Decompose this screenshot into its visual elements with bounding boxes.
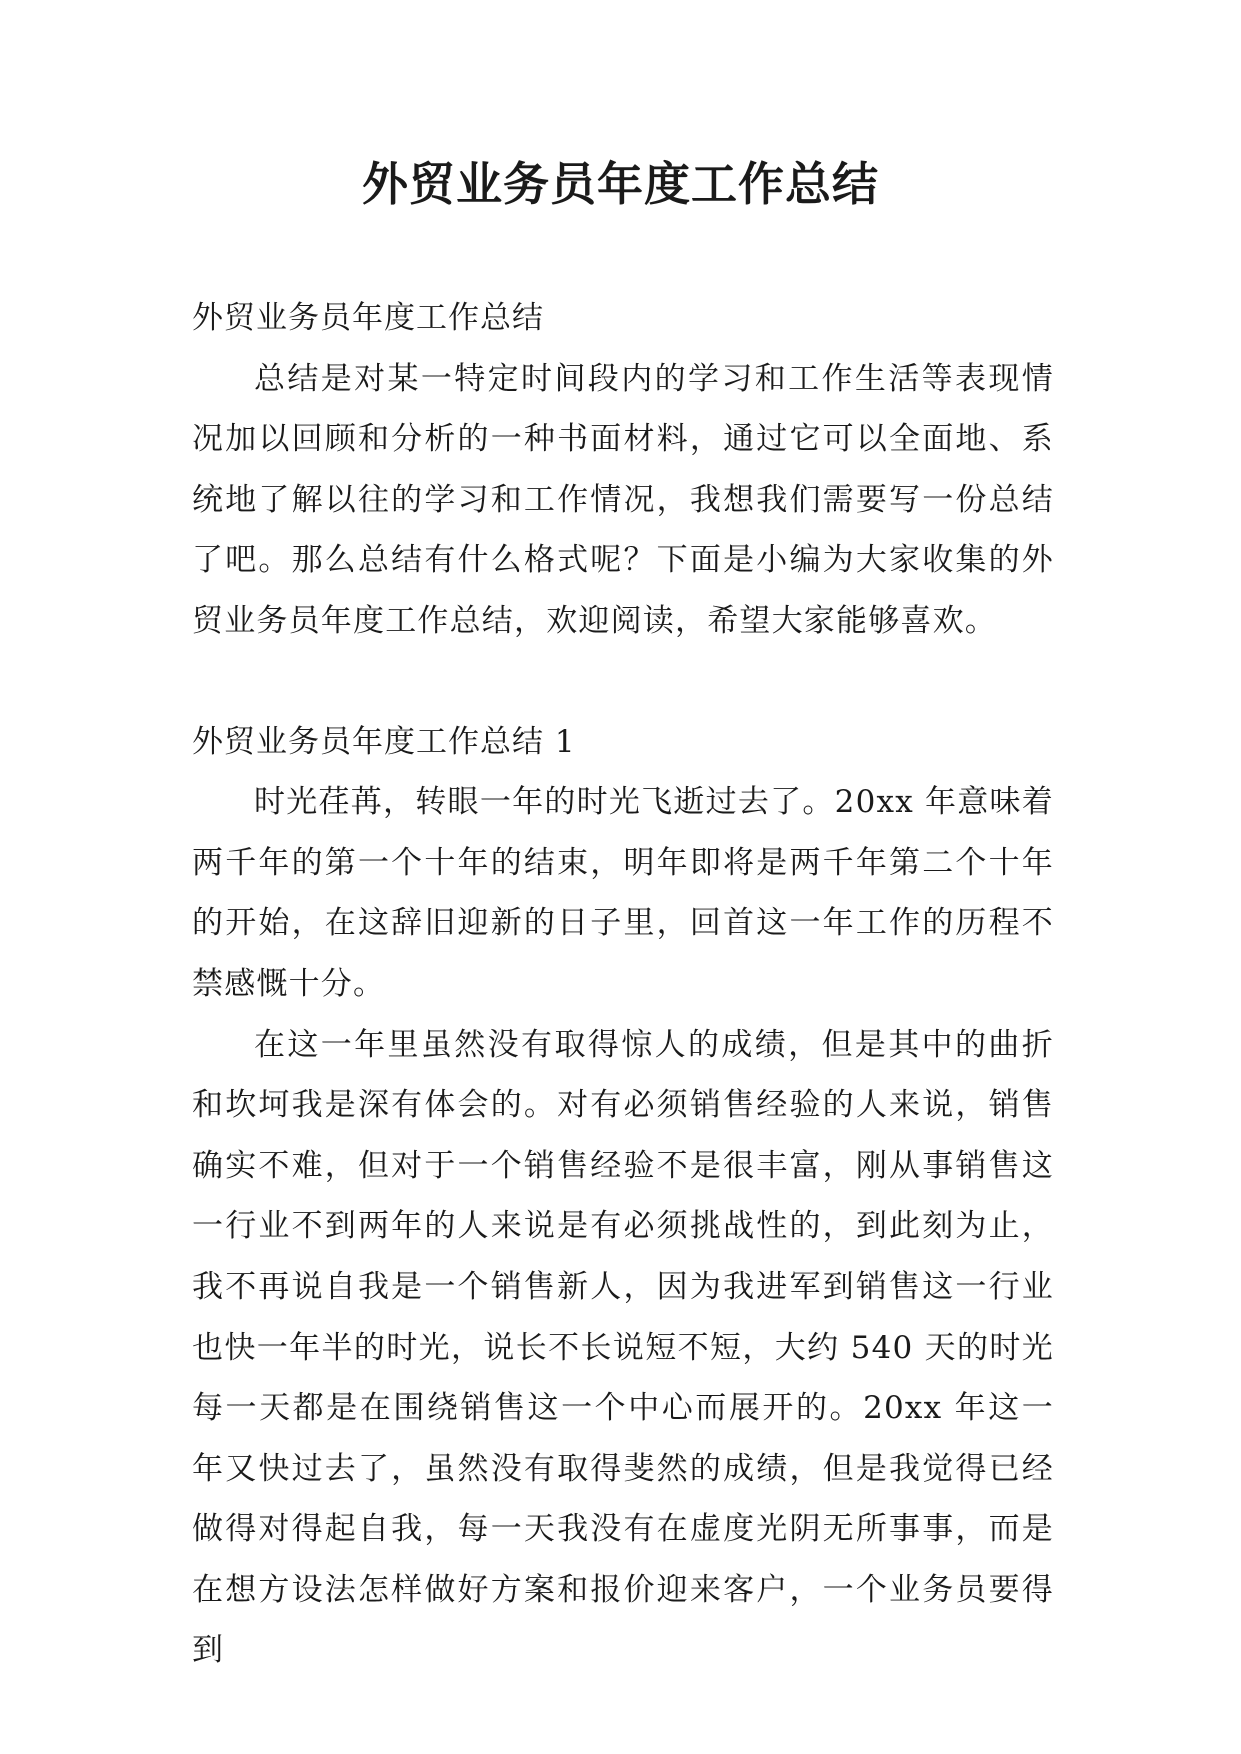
section-1-paragraph-2: 在这一年里虽然没有取得惊人的成绩，但是其中的曲折和坎坷我是深有体会的。对有必须销售经验的人来说，销售确实不难，但对于一个销售经验不是很丰富，刚从事销售这一行业不到两年的人来说是有必须挑战性的，到此刻为止，我不再说自我是一个销售新人，因为我进军到销售这一行业也快一年半的时光，说长不长说短不短，大约 540 天的时光每一天都是在围绕销售这一个中心而展开的。20xx 年这一年又快过去了，虽然没有取得斐然的成绩，但是我觉得已经做得对得起自我，每一天我没有在虚度光阴无所事事，而是在想方设法怎样做好方案和报价迎来客户，一个业务员要得到 bbox=[192, 1026, 1054, 1669]
section-1-heading: 外贸业务员年度工作总结 1 bbox=[192, 723, 576, 760]
document-title: 外贸业务员年度工作总结 bbox=[362, 157, 879, 211]
intro-heading: 外贸业务员年度工作总结 bbox=[192, 300, 544, 336]
intro-paragraph: 总结是对某一特定时间段内的学习和工作生活等表现情况加以回顾和分析的一种书面材料，通过它可以全面地、系统地了解以往的学习和工作情况，我想我们需要写一份总结了吧。那么总结有什么格式呢？下面是小编为大家收集的外贸业务员年度工作总结，欢迎阅读，希望大家能够喜欢。 bbox=[192, 360, 1054, 639]
section-1-paragraph-1: 时光荏苒，转眼一年的时光飞逝过去了。20xx 年意味着两千年的第一个十年的结束，明年即将是两千年第二个十年的开始，在这辞旧迎新的日子里，回首这一年工作的历程不禁感慨十分。 bbox=[192, 784, 1054, 1002]
document-body bbox=[192, 288, 1054, 1681]
section-spacer bbox=[192, 652, 1054, 712]
